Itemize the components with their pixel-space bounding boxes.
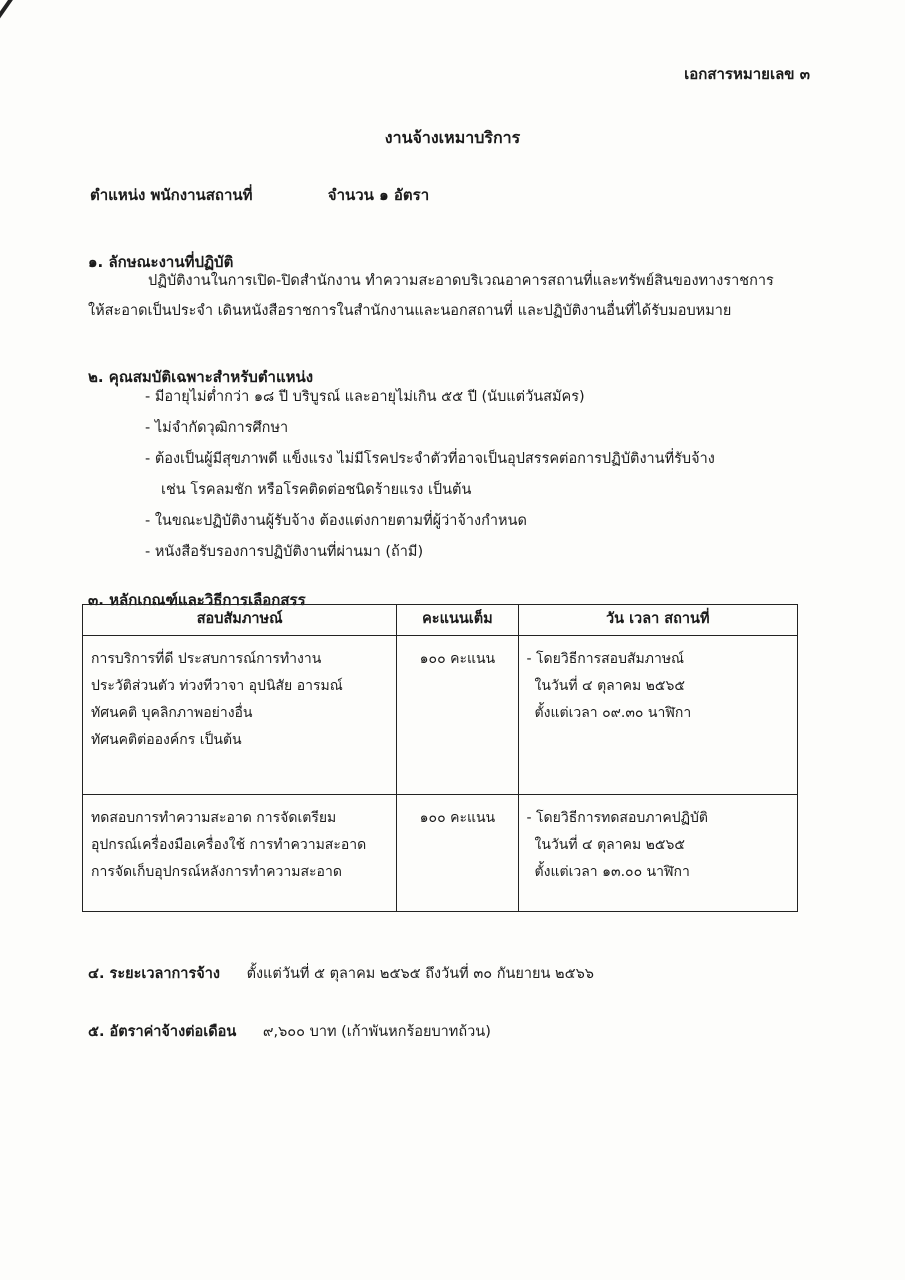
page-title: งานจ้างเหมาบริการ [384, 128, 521, 147]
list-item: - ในขณะปฏิบัติงานผู้รับจ้าง ต้องแต่งกายตามที่ผู้ว่าจ้างกำหนด [145, 513, 527, 529]
selection-table [82, 604, 798, 912]
table-row [83, 636, 798, 795]
position-count: จำนวน ๑ อัตรา [327, 186, 430, 204]
section4-text: ตั้งแต่วันที่ ๕ ตุลาคม ๒๕๖๕ ถึงวันที่ ๓๐ กันยายน ๒๕๖๖ [246, 966, 594, 982]
list-item: - หนังสือรับรองการปฏิบัติงานที่ผ่านมา (ถ้ามี) [145, 544, 424, 560]
schedule-line: ตั้งแต่เวลา ๐๙.๓๐ นาฬิกา [534, 705, 692, 721]
table-header-row [83, 605, 798, 636]
section1-heading: ๑. ลักษณะงานที่ปฏิบัติ [88, 253, 234, 271]
section4-line [88, 962, 594, 985]
qualification-list [145, 382, 715, 568]
header-score: คะแนนเต็ม [397, 605, 518, 636]
criteria-line: ทดสอบการทำความสะอาด การจัดเตรียม [91, 810, 337, 826]
criteria-cell [83, 795, 397, 912]
schedule-cell [518, 795, 797, 912]
scan-edge-mark [0, 0, 52, 42]
criteria-line: อุปกรณ์เครื่องมือเครื่องใช้ การทำความสะอาด [91, 837, 367, 853]
document-number: เอกสารหมายเลข ๓ [684, 65, 810, 83]
criteria-line: การจัดเก็บอุปกรณ์หลังการทำความสะอาด [91, 864, 342, 880]
section1-line2: ให้สะอาดเป็นประจำ เดินหนังสือราชการในสำนักงานและนอกสถานที่ และปฏิบัติงานอื่นที่ได้รับมอบหมาย [88, 303, 732, 319]
section5-text: ๙,๖๐๐ บาท (เก้าพันหกร้อยบาทถ้วน) [262, 1024, 491, 1040]
section2-heading: ๒. คุณสมบัติเฉพาะสำหรับตำแหน่ง [88, 368, 314, 386]
section1-line1: ปฏิบัติงานในการเปิด-ปิดสำนักงาน ทำความสะอาดบริเวณอาคารสถานที่และทรัพย์สินของทางราชการ [148, 273, 774, 289]
list-item: เช่น โรคลมชัก หรือโรคติดต่อชนิดร้ายแรง เป็นต้น [161, 482, 472, 498]
section3-heading: ๓. หลักเกณฑ์และวิธีการเลือกสรร [88, 591, 306, 609]
table-row [83, 795, 798, 912]
schedule-line: ในวันที่ ๔ ตุลาคม ๒๕๖๕ [534, 837, 685, 853]
list-item: - ต้องเป็นผู้มีสุขภาพดี แข็งแรง ไม่มีโรคประจำตัวที่อาจเป็นอุปสรรคต่อการปฏิบัติงานที่รับจ้าง [145, 451, 715, 467]
schedule-line: - โดยวิธีการทดสอบภาคปฏิบัติ [526, 810, 708, 826]
criteria-line: ทัศนคติต่อองค์กร เป็นต้น [91, 732, 242, 748]
position-line [90, 183, 429, 207]
score-cell: ๑๐๐ คะแนน [397, 636, 518, 795]
section5-line [88, 1020, 491, 1043]
criteria-cell [83, 636, 397, 795]
criteria-line: ทัศนคติ บุคลิกภาพอย่างอื่น [91, 705, 253, 721]
criteria-line: การบริการที่ดี ประสบการณ์การทำงาน [91, 651, 322, 667]
section5-heading: ๕. อัตราค่าจ้างต่อเดือน [88, 1024, 237, 1040]
list-item: - มีอายุไม่ต่ำกว่า ๑๘ ปี บริบูรณ์ และอายุไม่เกิน ๕๕ ปี (นับแต่วันสมัคร) [145, 389, 585, 405]
section4-heading: ๔. ระยะเวลาการจ้าง [88, 966, 220, 982]
schedule-line: ตั้งแต่เวลา ๑๓.๐๐ นาฬิกา [534, 864, 690, 880]
position-label: ตำแหน่ง พนักงานสถานที่ [90, 186, 253, 204]
score-cell: ๑๐๐ คะแนน [397, 795, 518, 912]
criteria-line: ประวัติส่วนตัว ท่วงทีวาจา อุปนิสัย อารมณ์ [91, 678, 343, 694]
schedule-cell [518, 636, 797, 795]
schedule-line: ในวันที่ ๔ ตุลาคม ๒๕๖๕ [534, 678, 685, 694]
list-item: - ไม่จำกัดวุฒิการศึกษา [145, 420, 289, 436]
schedule-line: - โดยวิธีการสอบสัมภาษณ์ [526, 651, 685, 667]
header-interview: สอบสัมภาษณ์ [83, 605, 397, 636]
header-schedule: วัน เวลา สถานที่ [518, 605, 797, 636]
